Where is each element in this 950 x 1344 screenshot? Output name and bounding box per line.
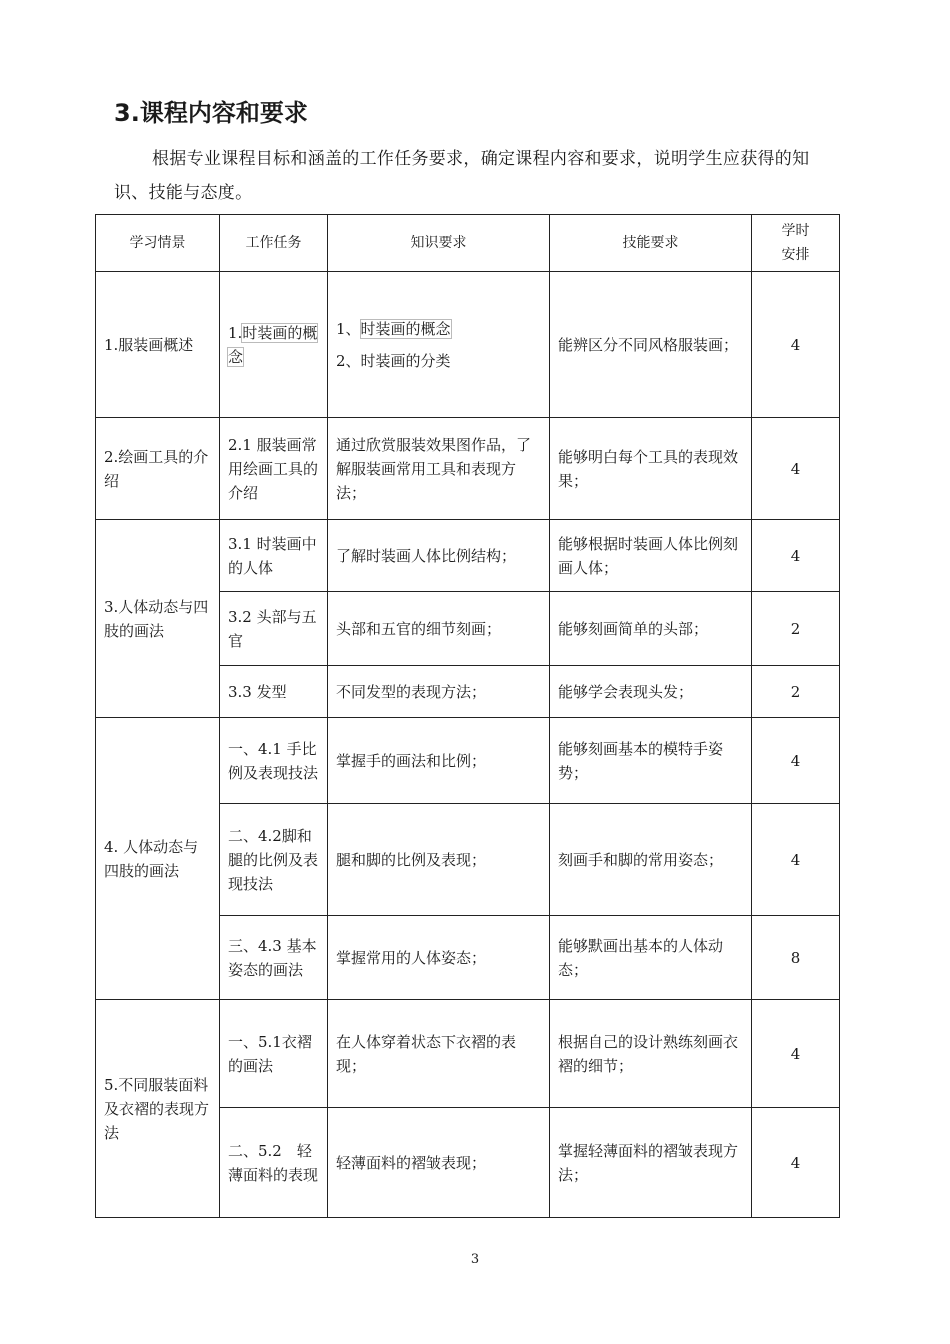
skill-cell: 能够根据时装画人体比例刻画人体；	[550, 520, 752, 592]
knowledge-cell: 头部和五官的细节刻画；	[328, 592, 550, 666]
task-cell: 三、4.3 基本姿态的画法	[220, 916, 328, 1000]
table-row	[96, 718, 840, 804]
skill-cell: 根据自己的设计熟练刻画衣褶的细节；	[550, 1000, 752, 1108]
skill-cell: 掌握轻薄面料的褶皱表现方法；	[550, 1108, 752, 1218]
hours-cell: 2	[752, 592, 840, 666]
intro-paragraph: 根据专业课程目标和涵盖的工作任务要求，确定课程内容和要求，说明学生应获得的知识、技能与态度。	[114, 149, 810, 203]
hours-cell: 4	[752, 418, 840, 520]
knowledge-cell: 了解时装画人体比例结构；	[328, 520, 550, 592]
hours-cell: 4	[752, 718, 840, 804]
course-content-table	[95, 214, 840, 1218]
table-row	[96, 1000, 840, 1108]
task-prefix: 1.	[228, 323, 243, 342]
table-header-row	[96, 215, 840, 272]
task-cell: 3.1 时装画中的人体	[220, 520, 328, 592]
hours-cell: 4	[752, 520, 840, 592]
scenario-cell: 5.不同服装面料及衣褶的表现方法	[96, 1000, 220, 1218]
hours-cell: 4	[752, 272, 840, 418]
knowledge-cell: 在人体穿着状态下衣褶的表现；	[328, 1000, 550, 1108]
header-hours-line2: 安排	[781, 247, 810, 263]
header-task: 工作任务	[220, 215, 328, 272]
skill-cell: 刻画手和脚的常用姿态；	[550, 804, 752, 916]
skill-cell: 能够明白每个工具的表现效果；	[550, 418, 752, 520]
knowledge-cell: 掌握手的画法和比例；	[328, 718, 550, 804]
task-cell: 一、4.1 手比例及表现技法	[220, 718, 328, 804]
knowledge-cell	[328, 272, 550, 418]
task-cell: 2.1 服装画常用绘画工具的介绍	[220, 418, 328, 520]
knowledge-cell: 掌握常用的人体姿态；	[328, 916, 550, 1000]
scenario-cell: 2.绘画工具的介绍	[96, 418, 220, 520]
skill-cell: 能够刻画简单的头部；	[550, 592, 752, 666]
section-heading: 3.课程内容和要求	[114, 99, 308, 127]
task-highlight: 时装画的概念	[228, 323, 318, 366]
table-row	[96, 418, 840, 520]
hours-cell: 2	[752, 666, 840, 718]
hours-cell: 8	[752, 916, 840, 1000]
knowledge-cell: 轻薄面料的褶皱表现；	[328, 1108, 550, 1218]
task-cell	[220, 272, 328, 418]
scenario-cell: 3.人体动态与四肢的画法	[96, 520, 220, 718]
task-cell: 二、5.2 轻薄面料的表现	[220, 1108, 328, 1218]
header-hours-line1: 学时	[781, 223, 810, 239]
knowledge-prefix: 1、	[336, 319, 361, 338]
header-knowledge: 知识要求	[328, 215, 550, 272]
scenario-cell: 1.服装画概述	[96, 272, 220, 418]
table-row	[96, 272, 840, 418]
hours-cell: 4	[752, 1108, 840, 1218]
skill-cell: 能够刻画基本的模特手姿势；	[550, 718, 752, 804]
knowledge-cell: 通过欣赏服装效果图作品，了解服装画常用工具和表现方法；	[328, 418, 550, 520]
scenario-cell: 4. 人体动态与四肢的画法	[96, 718, 220, 1000]
skill-cell: 能够学会表现头发；	[550, 666, 752, 718]
knowledge-line-1	[336, 317, 541, 341]
knowledge-line-2: 2、时装画的分类	[336, 351, 451, 370]
table-row	[96, 520, 840, 592]
hours-cell: 4	[752, 804, 840, 916]
knowledge-highlight: 时装画的概念	[360, 319, 451, 338]
page-number: 3	[470, 1252, 480, 1267]
knowledge-cell: 不同发型的表现方法；	[328, 666, 550, 718]
hours-cell: 4	[752, 1000, 840, 1108]
knowledge-cell: 腿和脚的比例及表现；	[328, 804, 550, 916]
skill-cell: 能够默画出基本的人体动态；	[550, 916, 752, 1000]
task-cell: 3.2 头部与五官	[220, 592, 328, 666]
task-cell: 二、4.2脚和腿的比例及表现技法	[220, 804, 328, 916]
skill-cell: 能辨区分不同风格服装画；	[550, 272, 752, 418]
header-skill: 技能要求	[550, 215, 752, 272]
task-cell: 一、5.1衣褶的画法	[220, 1000, 328, 1108]
task-cell: 3.3 发型	[220, 666, 328, 718]
header-scenario: 学习情景	[96, 215, 220, 272]
header-hours	[752, 215, 840, 272]
